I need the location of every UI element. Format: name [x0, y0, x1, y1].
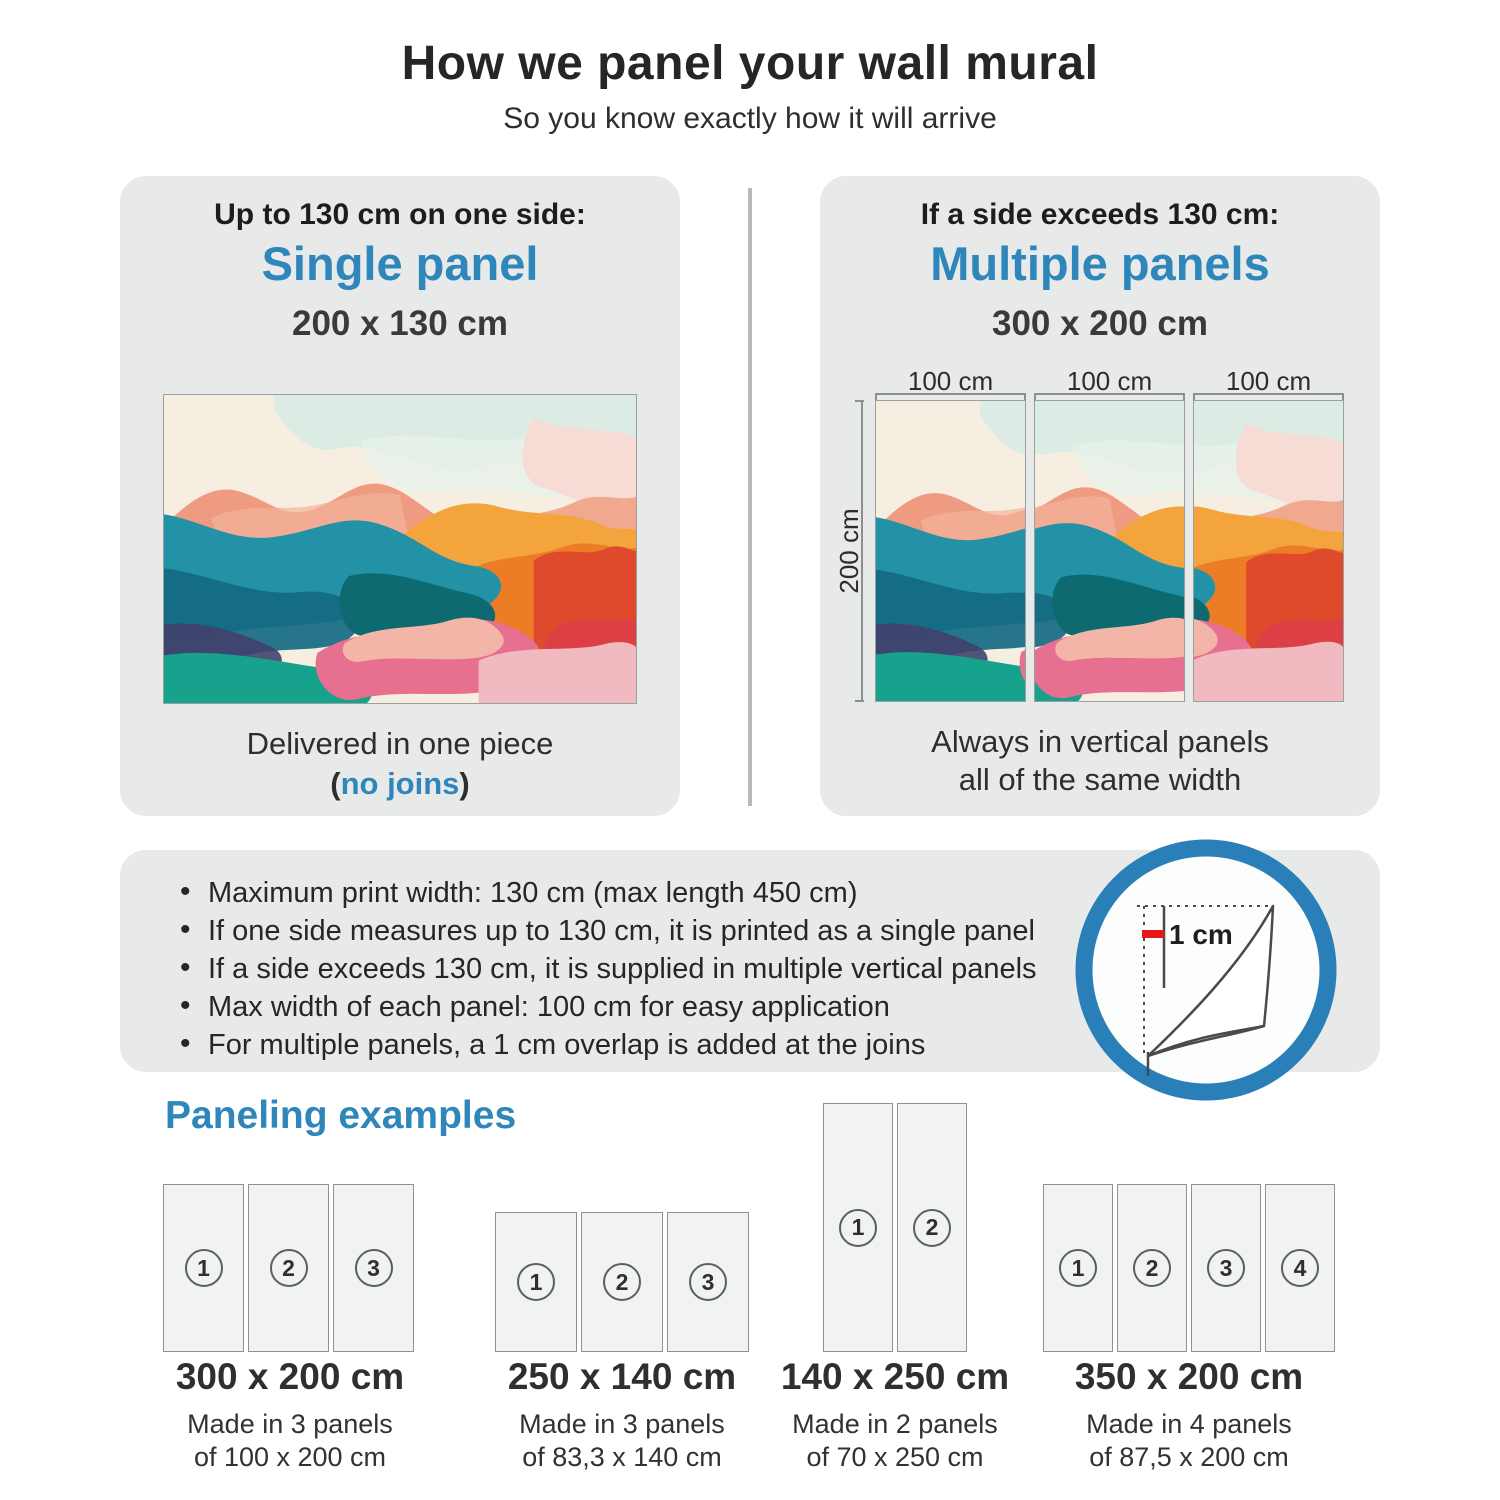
single-panel-footer-line1: Delivered in one piece — [246, 726, 554, 761]
panel-width-label-1: 100 cm — [907, 366, 994, 396]
panel-number: 3 — [689, 1263, 727, 1301]
panel-number: 4 — [1281, 1249, 1319, 1287]
mural-slice-2 — [1034, 400, 1185, 702]
note-item: • Maximum print width: 130 cm (max length 450 cm) — [180, 876, 1037, 910]
example2-of: of 83,3 x 140 cm — [522, 1442, 722, 1472]
example3-size: 140 x 250 cm — [780, 1356, 1010, 1397]
example1-of: of 100 x 200 cm — [193, 1442, 387, 1472]
example4-panel-4 — [1265, 1184, 1335, 1352]
panel-number: 1 — [517, 1263, 555, 1301]
example2-panel-3 — [667, 1212, 749, 1352]
example4-made: Made in 4 panels — [1086, 1409, 1292, 1439]
panel-number: 2 — [270, 1249, 308, 1287]
multiple-panels-condition: If a side exceeds 130 cm: — [920, 198, 1280, 231]
note-item: • For multiple panels, a 1 cm overlap is added at the joins — [180, 1028, 1037, 1062]
example2-size: 250 x 140 cm — [507, 1356, 737, 1397]
example3-panel-1 — [823, 1103, 893, 1352]
page-title: How we panel your wall mural — [401, 37, 1099, 90]
single-panel-title: Single panel — [261, 237, 539, 290]
panel-number: 1 — [839, 1209, 877, 1247]
single-panel-condition: Up to 130 cm on one side: — [214, 198, 586, 231]
example4-caption — [989, 1356, 1389, 1474]
example4-panel-3 — [1191, 1184, 1261, 1352]
example2-made: Made in 3 panels — [519, 1409, 725, 1439]
panel-number: 1 — [1059, 1249, 1097, 1287]
panel-height-label: 200 cm — [834, 508, 864, 594]
mural-slice-1 — [875, 400, 1026, 702]
panel-number: 1 — [185, 1249, 223, 1287]
panel-number: 2 — [1133, 1249, 1171, 1287]
example1-size: 300 x 200 cm — [175, 1356, 405, 1397]
example2-panel-1 — [495, 1212, 577, 1352]
overlap-label-text: 1 cm — [1169, 919, 1233, 950]
example3-made: Made in 2 panels — [792, 1409, 998, 1439]
examples-heading: Paneling examples — [165, 1094, 517, 1137]
paren-close: ) — [459, 766, 470, 801]
single-panel-card — [120, 176, 680, 816]
panel-width-label-2: 100 cm — [1066, 366, 1153, 396]
single-panel-dimensions: 200 x 130 cm — [291, 304, 508, 343]
example3-panel-2 — [897, 1103, 967, 1352]
no-joins-highlight: no joins — [340, 766, 460, 801]
panel-number: 2 — [913, 1209, 951, 1247]
multiple-panels-card — [820, 176, 1380, 816]
multiple-panels-footer-line2: all of the same width — [958, 762, 1242, 797]
panel-number: 2 — [603, 1263, 641, 1301]
example4-of: of 87,5 x 200 cm — [1089, 1442, 1289, 1472]
page-subtitle: So you know exactly how it will arrive — [503, 102, 997, 135]
example1-panel-1 — [163, 1184, 244, 1352]
example4-panel-1 — [1043, 1184, 1113, 1352]
notes-list — [180, 876, 1037, 1066]
panel-width-label-3: 100 cm — [1225, 366, 1312, 396]
panel-number: 3 — [1207, 1249, 1245, 1287]
cards-divider — [748, 188, 752, 806]
example1-made: Made in 3 panels — [187, 1409, 393, 1439]
panel-number: 3 — [355, 1249, 393, 1287]
single-panel-footer-line2 — [120, 766, 680, 802]
example3-of: of 70 x 250 cm — [806, 1442, 984, 1472]
multiple-panels-dimensions: 300 x 200 cm — [991, 304, 1208, 343]
example4-panel-2 — [1117, 1184, 1187, 1352]
note-item: • Max width of each panel: 100 cm for easy application — [180, 990, 1037, 1024]
note-item: • If one side measures up to 130 cm, it is printed as a single panel — [180, 914, 1037, 948]
page-curl-icon — [1074, 838, 1338, 1102]
example1-panel-2 — [248, 1184, 329, 1352]
mural-slice-3 — [1193, 400, 1344, 702]
multiple-panels-title: Multiple panels — [930, 237, 1270, 290]
mural-image-single — [163, 394, 637, 704]
example2-panel-2 — [581, 1212, 663, 1352]
overlap-detail-badge — [1074, 838, 1338, 1102]
example1-panel-3 — [333, 1184, 414, 1352]
multiple-panels-footer-line1: Always in vertical panels — [931, 724, 1269, 759]
note-item: • If a side exceeds 130 cm, it is supplied in multiple vertical panels — [180, 952, 1037, 986]
example4-size: 350 x 200 cm — [1074, 1356, 1304, 1397]
paren-open: ( — [330, 766, 341, 801]
